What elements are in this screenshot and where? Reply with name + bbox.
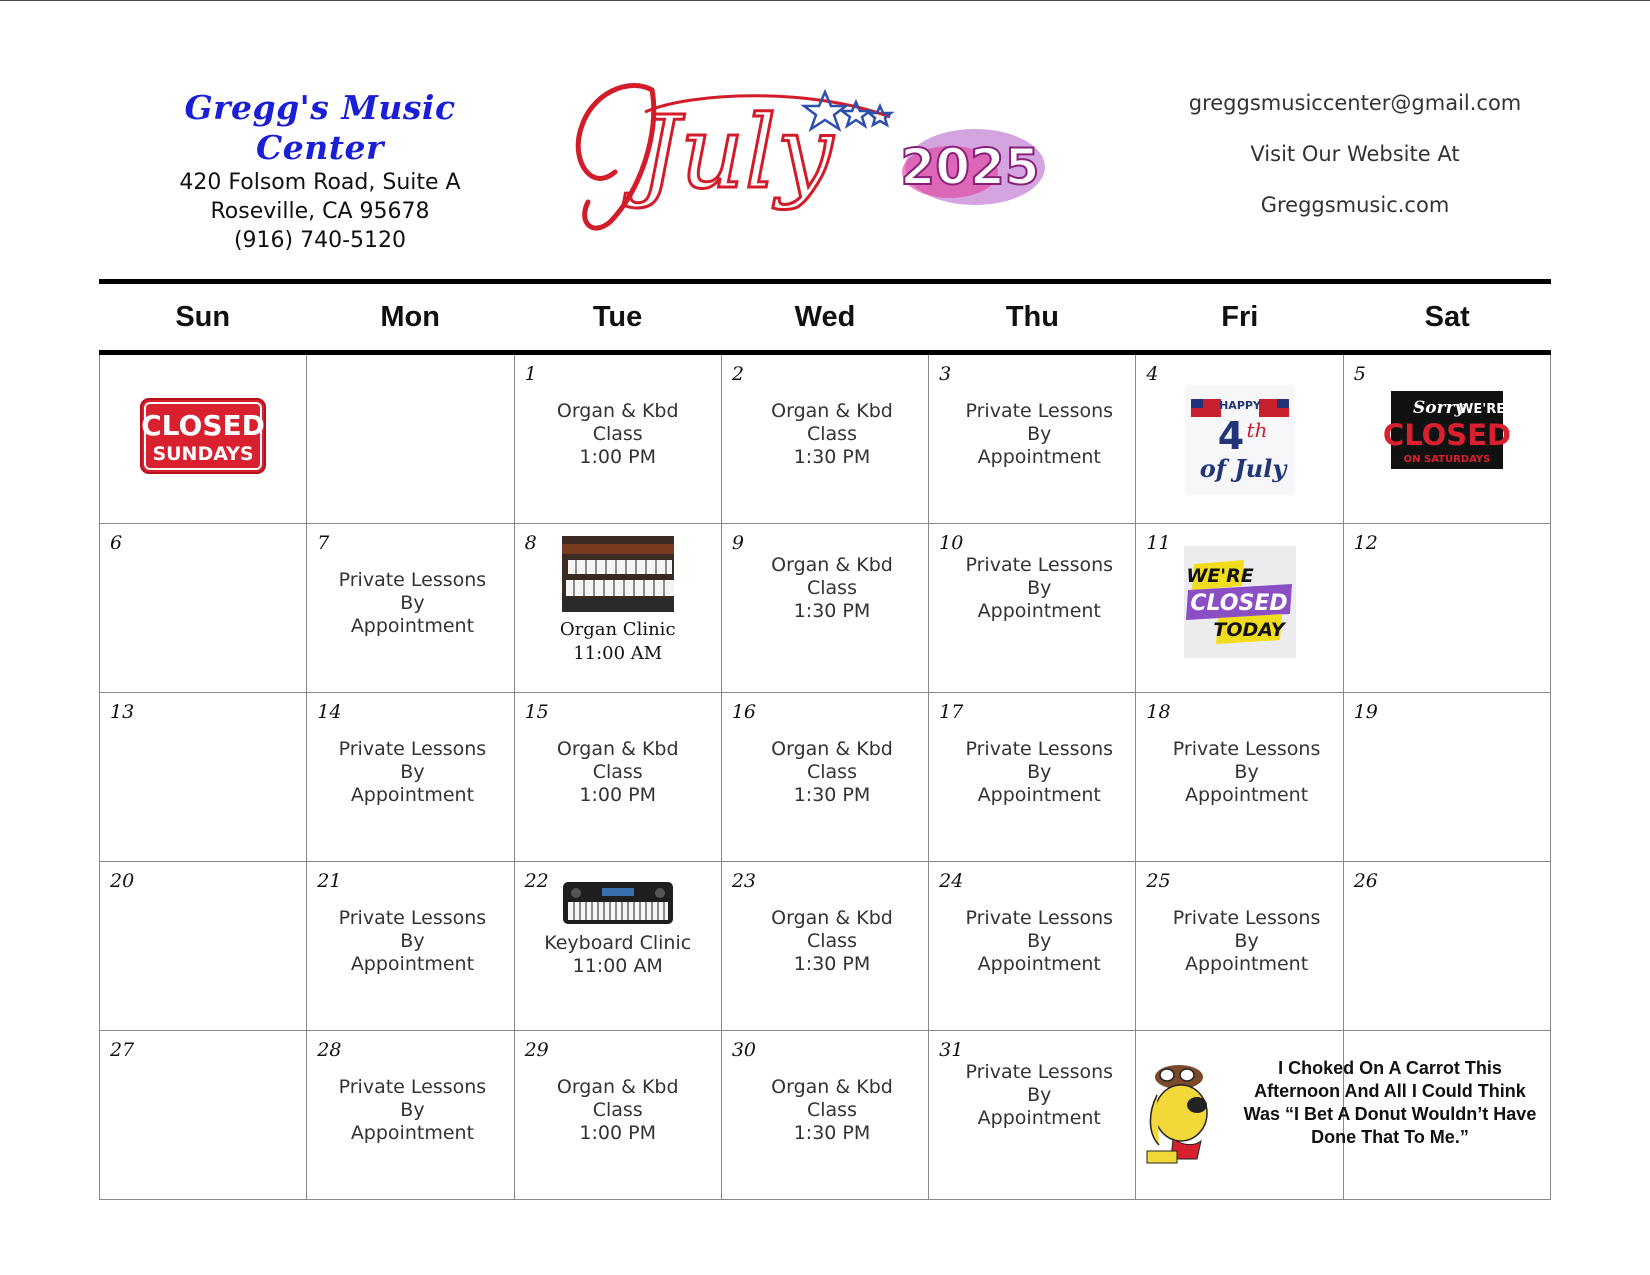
july-2025-banner [570, 72, 1070, 242]
svg-text:HAPPY: HAPPY [1218, 399, 1261, 412]
store-info [150, 88, 490, 255]
day-number: 29 [524, 1039, 549, 1061]
store-name: Gregg's Music Center [184, 88, 456, 167]
svg-text:Sorry: Sorry [1412, 398, 1465, 418]
event-private-lessons: Private Lessons By Appointment [965, 738, 1114, 806]
day-cell-15[interactable] [515, 693, 722, 862]
event-private-lessons: Private Lessons By Appointment [338, 1076, 487, 1144]
day-number: 17 [939, 701, 964, 723]
day-cell-11[interactable] [1136, 524, 1343, 693]
event-private-lessons: Private Lessons By Appointment [338, 569, 487, 637]
day-cell-empty [100, 355, 307, 524]
day-cell-6[interactable] [100, 524, 307, 693]
event-organ-class: Organ & Kbd Class 1:30 PM [771, 400, 893, 468]
event-private-lessons: Private Lessons By Appointment [338, 907, 487, 975]
svg-text:WE'RE: WE'RE [1458, 402, 1505, 417]
day-cell-18[interactable] [1136, 693, 1343, 862]
day-cell-16[interactable] [722, 693, 929, 862]
day-cell-17[interactable] [929, 693, 1136, 862]
weekday-sun: Sun [175, 301, 231, 333]
day-number: 16 [731, 701, 757, 723]
day-number: 6 [110, 532, 123, 554]
weekday-mon: Mon [380, 301, 440, 333]
day-number: 7 [317, 532, 330, 554]
day-cell-22[interactable] [515, 862, 722, 1031]
page-top-rule [0, 0, 1650, 1]
day-number: 4 [1146, 363, 1159, 385]
event-organ-class: Organ & Kbd Class 1:00 PM [556, 1076, 679, 1144]
cartoon-dog-image [1143, 1055, 1217, 1165]
store-phone: (916) 740-5120 [233, 228, 407, 253]
day-cell-3[interactable] [929, 355, 1136, 524]
event-organ-class: Organ & Kbd Class 1:00 PM [556, 400, 679, 468]
day-number: 8 [524, 532, 537, 554]
event-private-lessons: Private Lessons By Appointment [338, 738, 487, 806]
closed-today-sign [1184, 546, 1296, 658]
day-cell-24[interactable] [929, 862, 1136, 1031]
svg-text:4: 4 [1217, 414, 1244, 458]
joke-text: I Choked On A Carrot This Afternoon And All I Could Think Was “I Bet A Donut Wouldn’t Have Done That To Me.” [1243, 1058, 1537, 1147]
day-cell-31[interactable] [929, 1031, 1136, 1200]
organ-image [562, 536, 674, 612]
day-cell-2[interactable] [722, 355, 929, 524]
day-number: 25 [1146, 870, 1171, 892]
svg-text:of July: of July [1199, 454, 1286, 483]
svg-text:WE'RE: WE'RE [1185, 565, 1254, 587]
day-number: 21 [317, 870, 342, 892]
event-organ-class: Organ & Kbd Class 1:30 PM [771, 907, 893, 975]
closed-saturdays-sign [1382, 391, 1511, 469]
event-organ-class: Organ & Kbd Class 1:30 PM [771, 554, 893, 622]
website-link[interactable]: Greggsmusic.com [1260, 193, 1450, 217]
day-cell-4[interactable] [1136, 355, 1343, 524]
closed-sundays-sign [139, 397, 267, 475]
day-cell-8[interactable] [515, 524, 722, 693]
day-cell-21[interactable] [307, 862, 514, 1031]
day-cell-empty [307, 355, 514, 524]
day-cell-7[interactable] [307, 524, 514, 693]
weekday-thu: Thu [1005, 301, 1059, 333]
event-organ-class: Organ & Kbd Class 1:00 PM [556, 738, 679, 806]
year-text: 2025 [900, 138, 1040, 196]
day-number: 1 [524, 363, 537, 385]
day-number: 24 [939, 870, 964, 892]
keyboard-image [562, 880, 674, 926]
day-number: 3 [939, 363, 952, 385]
july-script-text: July [640, 94, 833, 211]
day-number: 27 [110, 1039, 135, 1061]
day-cell-19[interactable] [1344, 693, 1551, 862]
email-link[interactable]: greggsmusiccenter@gmail.com [1188, 91, 1522, 115]
event-private-lessons: Private Lessons By Appointment [1172, 738, 1321, 806]
weekday-header [99, 284, 1551, 350]
svg-text:ON SATURDAYS: ON SATURDAYS [1403, 454, 1491, 465]
day-cell-26[interactable] [1344, 862, 1551, 1031]
day-number: 11 [1146, 532, 1171, 554]
website-prompt: Visit Our Website At [1250, 142, 1460, 166]
weekday-sat: Sat [1424, 301, 1470, 333]
day-cell-23[interactable] [722, 862, 929, 1031]
event-private-lessons: Private Lessons By Appointment [1172, 907, 1321, 975]
store-address-line1: 420 Folsom Road, Suite A [179, 170, 461, 195]
svg-text:SUNDAYS: SUNDAYS [152, 443, 254, 465]
day-cell-12[interactable] [1344, 524, 1551, 693]
day-cell-9[interactable] [722, 524, 929, 693]
svg-text:CLOSED: CLOSED [141, 409, 266, 442]
day-cell-14[interactable] [307, 693, 514, 862]
day-number: 2 [731, 363, 744, 385]
day-cell-20[interactable] [100, 862, 307, 1031]
svg-text:CLOSED: CLOSED [1382, 418, 1511, 452]
day-cell-13[interactable] [100, 693, 307, 862]
weekday-wed: Wed [794, 301, 856, 333]
day-number: 5 [1353, 363, 1366, 385]
day-cell-5[interactable] [1344, 355, 1551, 524]
day-number: 30 [731, 1039, 757, 1061]
contact-info [1150, 78, 1560, 231]
event-private-lessons: Private Lessons By Appointment [965, 554, 1114, 622]
event-organ-class: Organ & Kbd Class 1:30 PM [771, 1076, 893, 1144]
day-number: 28 [317, 1039, 342, 1061]
keyboard-clinic-caption: Keyboard Clinic 11:00 AM [544, 932, 692, 977]
day-cell-10[interactable] [929, 524, 1136, 693]
day-number: 9 [731, 532, 744, 554]
day-cell-28[interactable] [307, 1031, 514, 1200]
organ-clinic-caption: Organ Clinic 11:00 AM [559, 619, 676, 664]
day-number: 18 [1146, 701, 1171, 723]
event-private-lessons: Private Lessons By Appointment [965, 400, 1114, 468]
day-number: 15 [524, 701, 549, 723]
day-number: 19 [1353, 701, 1378, 723]
svg-text:th: th [1246, 418, 1268, 442]
day-number: 22 [524, 870, 549, 892]
fourth-of-july-graphic [1185, 385, 1295, 495]
event-organ-class: Organ & Kbd Class 1:30 PM [771, 738, 893, 806]
event-private-lessons: Private Lessons By Appointment [965, 1061, 1114, 1129]
svg-text:CLOSED: CLOSED [1189, 591, 1288, 616]
day-cell-30[interactable] [722, 1031, 929, 1200]
day-number: 12 [1353, 532, 1378, 554]
svg-text:TODAY: TODAY [1212, 619, 1285, 641]
day-number: 31 [939, 1039, 964, 1061]
day-number: 14 [317, 701, 342, 723]
day-cell-1[interactable] [515, 355, 722, 524]
weekday-tue: Tue [592, 301, 643, 333]
day-cell-27[interactable] [100, 1031, 307, 1200]
day-number: 26 [1353, 870, 1378, 892]
day-number: 23 [731, 870, 757, 892]
day-cell-25[interactable] [1136, 862, 1343, 1031]
weekday-fri: Fri [1221, 301, 1259, 333]
day-cell-29[interactable] [515, 1031, 722, 1200]
day-number: 10 [939, 532, 964, 554]
day-number: 13 [110, 701, 135, 723]
store-address-line2: Roseville, CA 95678 [210, 199, 430, 224]
event-private-lessons: Private Lessons By Appointment [965, 907, 1114, 975]
day-number: 20 [110, 870, 135, 892]
